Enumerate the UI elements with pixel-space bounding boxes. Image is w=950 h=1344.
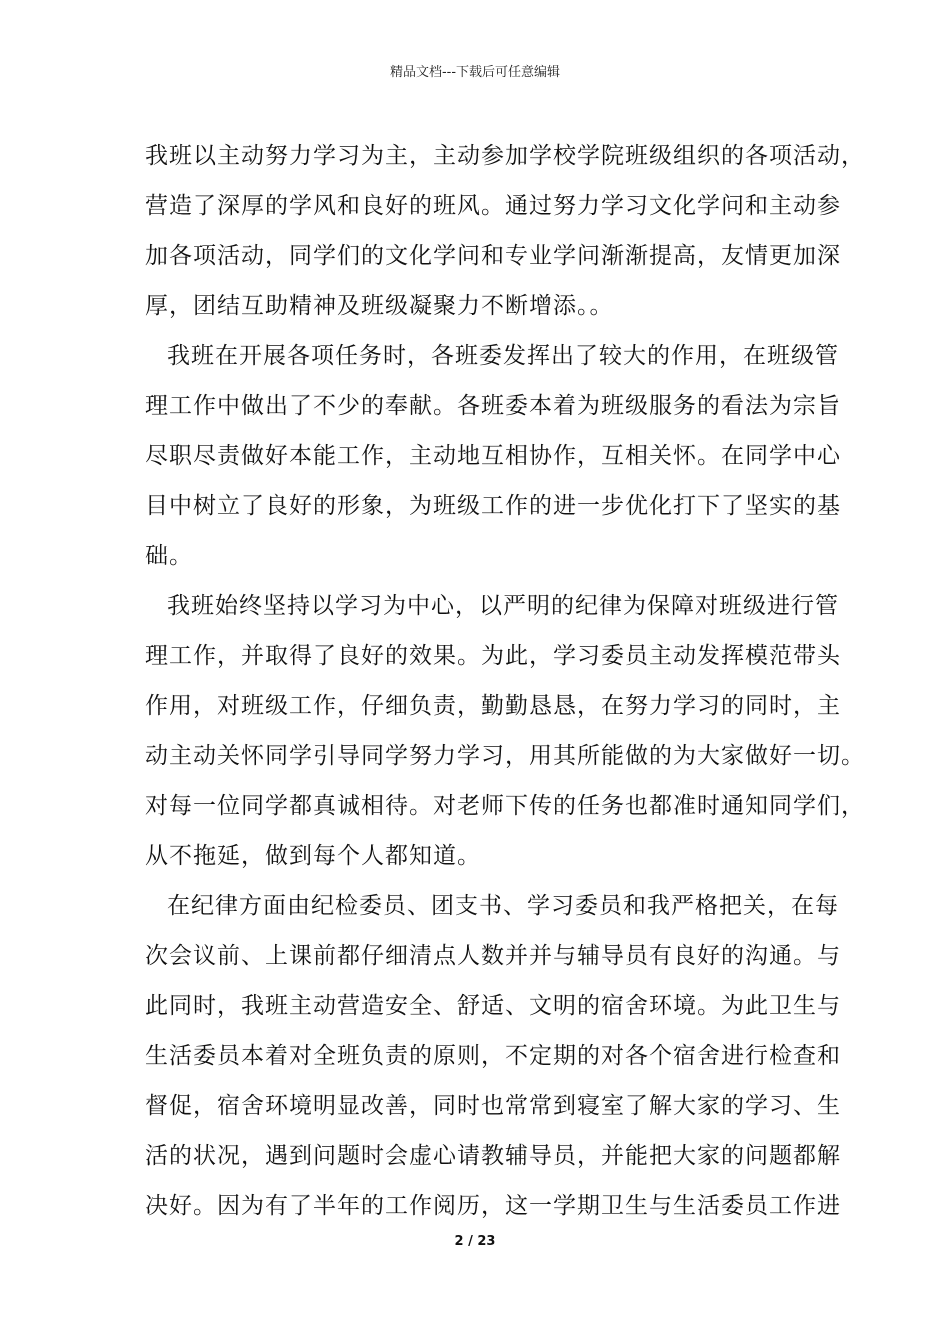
text-line: 从不拖延，做到每个人都知道。 [145, 843, 481, 869]
page-header: 精品文档---下载后可任意编辑 [389, 65, 561, 80]
paragraph-4 [145, 881, 841, 1231]
text-line: 决好。因为有了半年的工作阅历，这一学期卫生与生活委员工作进 [145, 1193, 841, 1219]
paragraph-2 [145, 331, 841, 581]
text-line: 目中树立了良好的形象，为班级工作的进一步优化打下了坚实的基 [145, 493, 841, 519]
paragraph-1 [145, 131, 865, 331]
text-line: 在纪律方面由纪检委员、团支书、学习委员和我严格把关，在每 [167, 893, 839, 919]
text-line: 此同时，我班主动营造安全、舒适、文明的宿舍环境。为此卫生与 [145, 993, 841, 1019]
text-line: 理工作中做出了不少的奉献。各班委本着为班级服务的看法为宗旨 [145, 393, 841, 419]
text-line: 生活委员本着对全班负责的原则，不定期的对各个宿舍进行检查和 [145, 1043, 841, 1069]
text-line: 活的状况，遇到问题时会虚心请教辅导员，并能把大家的问题都解 [145, 1143, 841, 1169]
text-line: 我班以主动努力学习为主，主动参加学校学院班级组织的各项活动， [145, 143, 865, 169]
text-line: 我班始终坚持以学习为中心，以严明的纪律为保障对班级进行管 [167, 593, 839, 619]
text-line: 次会议前、上课前都仔细清点人数并并与辅导员有良好的沟通。与 [145, 943, 841, 969]
text-line: 础。 [145, 543, 193, 569]
text-line: 对每一位同学都真诚相待。对老师下传的任务也都准时通知同学们， [145, 793, 865, 819]
text-line: 尽职尽责做好本能工作，主动地互相协作，互相关怀。在同学中心 [145, 443, 841, 469]
text-line: 我班在开展各项任务时，各班委发挥出了较大的作用，在班级管 [167, 343, 839, 369]
text-line: 理工作，并取得了良好的效果。为此，学习委员主动发挥模范带头 [145, 643, 841, 669]
page-number: 2 / 23 [454, 1234, 496, 1249]
text-line: 动主动关怀同学引导同学努力学习，用其所能做的为大家做好一切。 [145, 743, 865, 769]
text-line: 厚，团结互助精神及班级凝聚力不断增添。。 [145, 293, 614, 319]
text-line: 督促，宿舍环境明显改善，同时也常常到寝室了解大家的学习、生 [145, 1093, 841, 1119]
document-body [145, 131, 865, 1231]
paragraph-3 [145, 581, 865, 881]
text-line: 营造了深厚的学风和良好的班风。通过努力学习文化学问和主动参 [145, 193, 841, 219]
text-line: 加各项活动，同学们的文化学问和专业学问渐渐提高，友情更加深 [145, 243, 841, 269]
text-line: 作用，对班级工作，仔细负责，勤勤恳恳，在努力学习的同时，主 [145, 693, 841, 719]
